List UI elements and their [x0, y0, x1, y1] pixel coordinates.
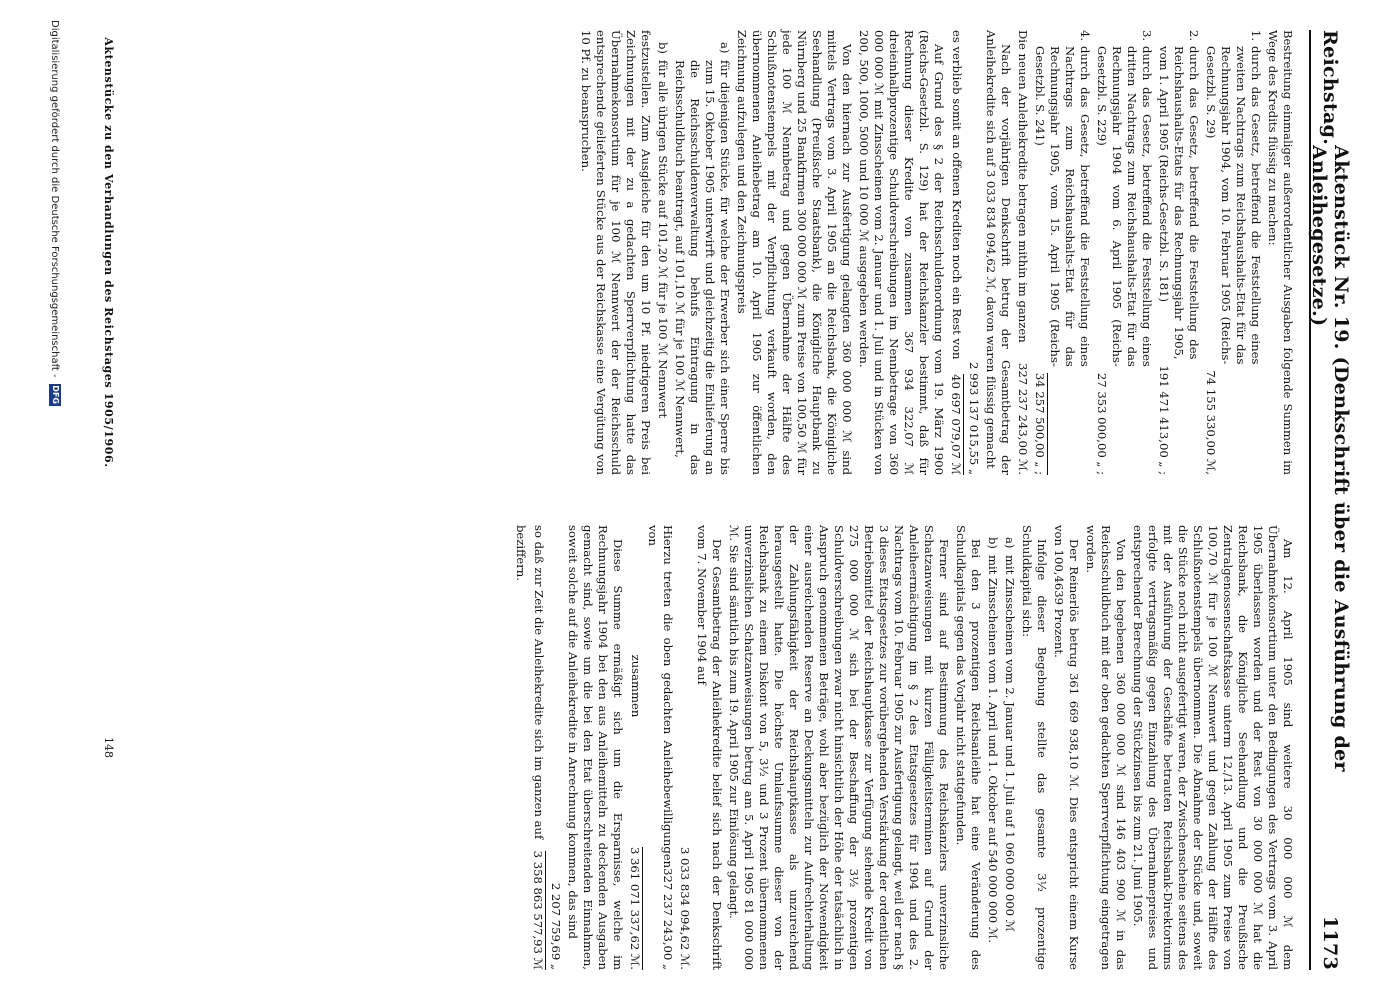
- credit-text: Digitalisierung gefördert durch die Deutsche Forschungsgemeinschaft -: [49, 20, 61, 378]
- remaining-label: es verblieb somit an offenen Krediten noch ein Rest von: [950, 30, 964, 360]
- remaining-credit-line: [948, 30, 964, 475]
- credit-entry: [1032, 30, 1092, 475]
- new-credits-total: [1015, 30, 1030, 475]
- entry-amount: 191 471 413,00 „ ;: [1157, 365, 1171, 475]
- header-left: Reichstag.: [1319, 30, 1341, 146]
- credit-entry: [1094, 30, 1154, 475]
- right-paragraph-4: Infolge dieser Begebung stellte das gesamte 3½ prozentige Schuldkapital sich:: [1020, 525, 1049, 970]
- sub-item-a-text: für diejenigen Stücke, für welche der Erwerber sich einer Sperre bis zum 15. Oktober 1905 unterwirft und gleichzeitig die Einlieferung an die Reichsschuldenverwaltung behufs Eintragung in das Reichsschuldbuch beantragt, auf 101,10 ℳ für je 100 ℳ Nennwert,: [673, 60, 732, 475]
- left-paragraph-4: festzustellen. Zum Ausgleiche für den um 10 Pf. niedrigeren Preis bei Zeichnungen mit der zu a gedachten Sperrverpflichtung hatte das Übernahmekonsortium für je 100 ℳ Nennwert der der Reichsschuld entsprechende gelieferten Stücke aus der Reichskasse eine Vergütung von 10 Pf. zu beanspruchen.: [579, 30, 653, 475]
- capital-item-a: a) mit Zinsscheinen vom 2. Januar und 1. Juli auf 1 060 000 000 ℳ: [1002, 537, 1017, 970]
- reduction-amount: 2 207 759,69 „: [549, 882, 563, 970]
- entry-number: 4.: [1078, 30, 1092, 42]
- right-paragraph-1: Am 12. April 1905 sind weitere 30 000 000 ℳ dem Übernahmekonsortium unter den Bedingungen des Vertrags vom 3. April 1905 überlassen worden und der Rest von 30 000 000 ℳ hat die Reichsbank, die Königliche Seehandlung und die Preußische Zentralgenossenschaftskasse unterm 12./13. April 1905 zum Preise von 100,70 ℳ für je 100 ℳ Nennwert und gegen Zahlung der Hälfte des Schlußnotenstempels übernommen. Die Abnahme der Stücke und, soweit die Stücke noch nicht ausgefertigt waren, der Zwischenscheine seitens des mit der Ausführung der Geschäfte betrauten Reichsbank-Direktoriums erfolgte vertragsmäßig gegen Einzahlung des Übernahmepreises und entsprechender Berechnung der Stückzinsen bis zum 21. Juni 1905.: [1131, 525, 1295, 970]
- flussig-amount: 2 993 137 015,55 „: [967, 362, 981, 475]
- left-paragraph-2: Auf Grund des § 2 der Reichsschuldenordnung vom 19. März 1900 (Reichs-Gesetzbl. S. 129) hat der Reichskanzler bestimmt, daß für Rechnung dieser Kredite von zusammen 367 934 322,07 ℳ dreieinhalbprozentige Schuldverschreibungen im Nennbetrage von 360 000 000 ℳ mit Zinsscheinen vom 2. Januar und 1. Juli und in Stücken von 200, 500, 1000, 5000 und 10 000 ℳ ausgegeben werden.: [857, 30, 946, 475]
- right-paragraph-2: Von den begebenen 360 000 000 ℳ sind 146 403 900 ℳ in das Reichsschuldbuch mit der oben gedachten Sperrverpflichtung eingetragen worden.: [1084, 525, 1128, 970]
- entry-amount: 27 353 000,00 „ ;: [1095, 372, 1109, 475]
- total-label: Die neuen Anleihekredite betragen mithin im ganzen: [1016, 30, 1030, 343]
- capital-item-b-text: mit Zinsscheinen vom 1. April und 1. Oktober auf 540 000 000 ℳ.: [986, 555, 1000, 943]
- final-tail: beziffern.: [514, 525, 528, 581]
- sub-item-b-text: für alle übrigen Stücke auf 101,20 ℳ für je 100 ℳ Nennwert: [656, 60, 670, 419]
- right-paragraph-3: Der Reinerlös betrug 361 669 938,10 ℳ. Dies entspricht einem Kurse von 100,4639 Prozent.: [1052, 525, 1081, 970]
- entry-number: 1.: [1249, 30, 1263, 42]
- entry-text: durch das Gesetz, betreffend die Feststellung eines Nachtrags zum Reichshaushalts-Etat für das Rechnungsjahr 1905, vom 15. April 1905 (Reichs-Gesetzbl. S. 241): [1033, 46, 1092, 367]
- right-paragraph-6: Ferner sind auf Bestimmung des Reichskanzlers unverzinsliche Schatzanweisungen mit kurzen Fälligkeitsterminen auf Grund der Anleiheermächtigung im § 2 des Etatsgesetzes für 1904 und des 2. Nachtrags vom 10. Februar 1905 zur Ausfertigung gelangt, weil der nach § 3 dieses Etatsgesetzes zur vorübergehenden Verstärkung der ordentlichen Betriebsmittel der Reichshauptkasse zur Verfügung stehende Kredit von 275 000 000 ℳ sich bei der Beschaffung der 3½ prozentigen Schuldverschreibungen zwar nicht hinsichtlich der Höhe der tatsächlich in Anspruch genommenen Beträge, wohl aber bezüglich der Notwendigkeit einer ausreichenden Reserve an Deckungsmitteln zur Aufrechterhaltung der Zahlungsfähigkeit der Reichshauptkasse als unzureichend herausgestellt hatte. Die höchste Umlaufssumme dieser von der Reichsbank zu einem Diskont von 5, 3½ und 3 Prozent übernommenen unverzinslichen Schatzanweisungen betrug am 5. April 1905 81 000 000 ℳ. Sie sind sämtlich bis zum 19. April 1905 zur Einlösung gelangt.: [727, 525, 951, 970]
- final-label: so daß zur Zeit die Anleihekredite sich im ganzen auf: [532, 525, 546, 840]
- page-header: [1308, 30, 1352, 970]
- left-intro: Bestreitung einmaliger außerordentlicher Ausgaben folgende Summen im Wege des Kredits flüssig zu machen:: [1266, 30, 1295, 475]
- left-paragraph-1: Nach der vorjährigen Denkschrift betrug der Gesamtbetrag der Anleihekredite sich auf 3 033 834 094,62 ℳ, davon waren flüssig gemacht: [984, 30, 1013, 475]
- reduction-line: [548, 525, 563, 970]
- flussig-amount-line: [966, 30, 981, 475]
- final-amount: 3 358 863 577,93 ℳ: [531, 850, 545, 970]
- dfg-logo-icon: DFG: [51, 385, 60, 404]
- entry-amount: 74 155 330,00 ℳ,: [1204, 370, 1218, 475]
- left-column: [125, 30, 1295, 475]
- left-paragraph-3: Von den hiernach zur Ausfertigung gelangten 360 000 000 ℳ sind mittels Vertrags vom 3. April 1905 an die Reichsbank, die Königliche Seehandlung (Preußische Staatsbank), die Königliche Hauptbank zu Nürnberg und 25 Bankfirmen 300 000 000 ℳ zum Preise von 100,50 ℳ für jede 100 ℳ Nennbetrag und gegen Übernahme der Hälfte des Schlußnotenstempels mit der Verpflichtung verkauft worden, den übernommenen Anleihebetrag am 10. April 1905 zur öffentlichen Zeichnung aufzulegen und den Zeichnungspreis: [735, 30, 854, 475]
- total-amount: 327 237 243,00 ℳ.: [1016, 363, 1030, 475]
- entry-number: 2.: [1187, 30, 1201, 42]
- footer-publication: Aktenstücke zu den Verhandlungen des Reichstages 1905/1906.: [102, 37, 115, 468]
- right-paragraph-5: Bei den 3 prozentigen Reichsanleihe hat eine Veränderung des Schuldkapitals gegen das Vorjahr nicht stattgefunden.: [954, 525, 983, 970]
- entry-text: durch das Gesetz, betreffend die Feststellung eines zweiten Nachtrags zum Reichshaushalts-Etat für das Rechnungsjahr 1904, vom 10. Februar 1905 (Reichs-Gesetzbl. S. 29): [1204, 46, 1263, 365]
- together-amount: 3 361 071 337,62 ℳ.: [628, 846, 642, 970]
- right-column: [125, 525, 1295, 970]
- new-authorizations-line: [645, 525, 675, 970]
- together-label: zusammen: [629, 654, 643, 718]
- credit-entry: [1156, 30, 1201, 475]
- final-total-line: [530, 525, 546, 970]
- digitization-credit: [49, 20, 61, 980]
- new-authorizations-label: Hierzu treten die oben gedachten Anleihebewilligungen von: [646, 525, 675, 869]
- credit-entry: [1203, 30, 1263, 475]
- entry-number: 3.: [1140, 30, 1154, 42]
- remaining-amount: 40 697 079,07 ℳ: [949, 374, 963, 475]
- sub-item-a: a) für diejenigen Stücke, für welche der Erwerber sich einer Sperre bis zum 15. Oktober 1905 unterwirft und gleichzeitig die Einlieferung an die Reichsschuldenverwaltung behufs Eintragung in das Reichsschuldbuch beantragt, auf 101,10 ℳ für je 100 ℳ Nennwert,: [673, 42, 732, 475]
- entry-amount: 34 257 500,00 „ ;: [1033, 372, 1047, 475]
- right-paragraph-7: Der Gesamtbetrag der Anleihekredite belief sich nach der Denkschrift vom 7. November 1904 auf: [695, 525, 724, 970]
- right-paragraph-9: Diese Summe ermäßigt sich um die Ersparnisse, welche im Rechnungsjahr 1904 bei den aus Anleihemitteln zu deckenden Ausgaben gemacht sind, sowie um die bei den Etat überschreitenden Einnahmen, soweit solche auf die Anleihekredite in Anrechnung kommen, das sind: [566, 525, 625, 970]
- entry-text: durch das Gesetz, betreffend die Feststellung eines dritten Nachtrags zum Reichshaushalts-Etat für das Rechnungsjahr 1904 vom 6. April 1905 (Reichs-Gesetzbl. S. 229): [1095, 46, 1154, 367]
- together-line: [627, 525, 643, 970]
- header-title: Aktenstück Nr. 19. (Denkschrift über die Ausführung der Anleihegesetze.): [1308, 145, 1352, 772]
- footer-page-number: 148: [102, 737, 115, 758]
- capital-item-b: b) mit Zinsscheinen vom 1. April und 1. Oktober auf 540 000 000 ℳ.: [985, 537, 1000, 970]
- prior-total-amount: 3 033 834 094,62 ℳ.: [678, 846, 692, 970]
- header-rule: [1309, 30, 1311, 970]
- prior-total-line: [677, 525, 692, 970]
- new-authorizations-amount: 327 237 243,00 „: [661, 868, 675, 970]
- page-number: 1173: [1319, 915, 1341, 970]
- sub-item-b: b) für alle übrigen Stücke auf 101,20 ℳ für je 100 ℳ Nennwert: [655, 42, 670, 475]
- capital-item-a-text: mit Zinsscheinen vom 2. Januar und 1. Juli auf 1 060 000 000 ℳ: [1003, 555, 1017, 933]
- entry-text: durch das Gesetz, betreffend die Feststellung des Reichshaushalts-Etats für das Rechnungsjahr 1905, vom 1. April 1905 (Reichs-Gesetzbl. S. 181): [1157, 46, 1201, 360]
